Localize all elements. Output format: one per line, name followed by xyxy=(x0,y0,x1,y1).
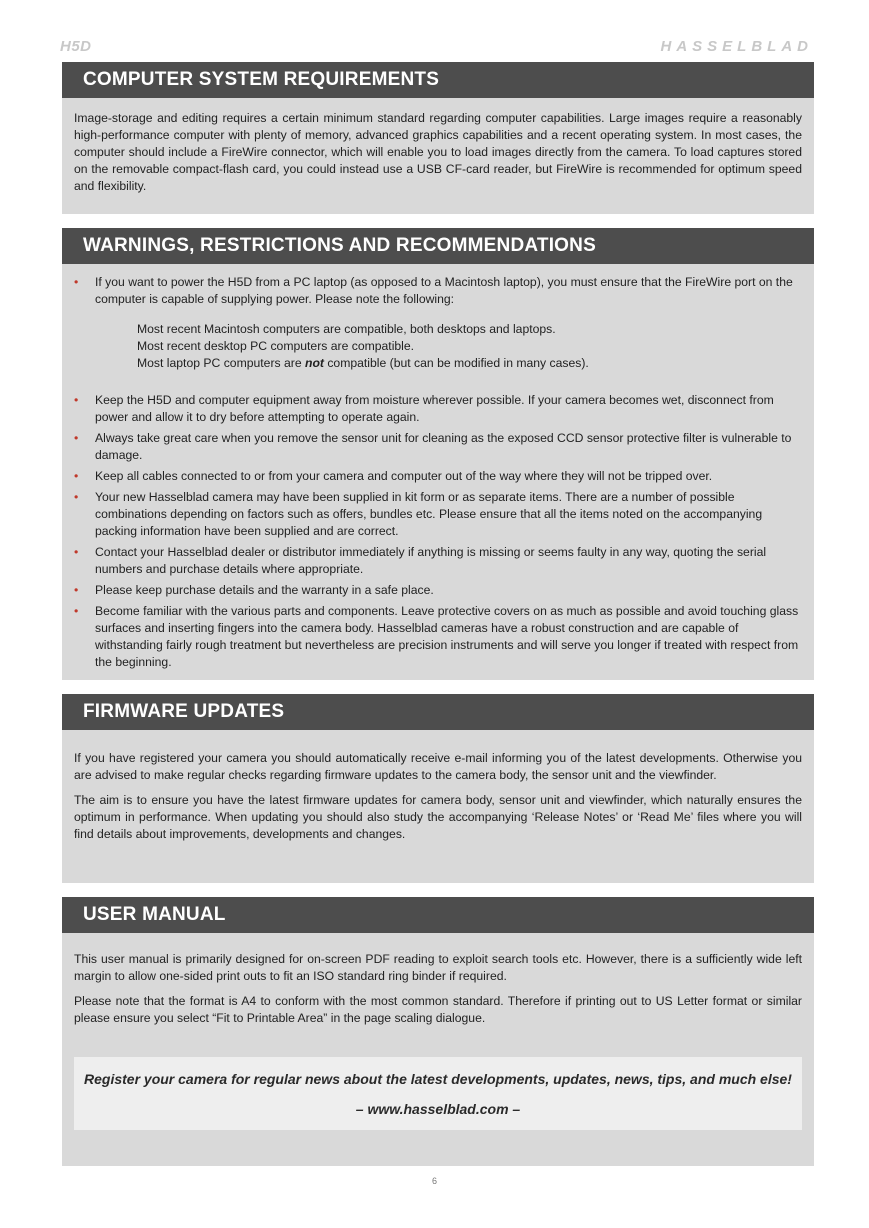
list-item xyxy=(74,274,802,372)
list-item-text: Your new Hasselblad camera may have been supplied in kit form or as separate items. There are a number of possible combinations depending on factors such as offers, bundles etc. Please ensure that all the items noted on the accompanying packing information have been supplied and are correct. xyxy=(95,490,763,538)
list-item xyxy=(74,544,802,578)
user-manual-section xyxy=(62,897,814,1166)
website-link[interactable]: – www.hasselblad.com – xyxy=(355,1101,521,1117)
list-item xyxy=(74,582,802,599)
model-logo: H5D xyxy=(60,38,92,55)
callout-message: Register your camera for regular news about the latest developments, updates, news, tips, and much else! xyxy=(84,1071,792,1087)
list-item-text: Keep all cables connected to or from your camera and computer out of the way where they will not be tripped over. xyxy=(95,469,713,483)
bullet-icon: • xyxy=(74,275,79,289)
bullet-icon: • xyxy=(74,545,79,559)
list-item xyxy=(74,430,802,464)
section-title: USER MANUAL xyxy=(62,897,814,933)
warnings-section xyxy=(62,228,814,680)
list-item xyxy=(74,603,802,671)
bullet-icon: • xyxy=(74,469,79,483)
list-item-text: Become familiar with the various parts and components. Leave protective covers on as much as possible and avoid touching glass surfaces and inserting fingers into the camera body. Hasselblad cameras have a robust construction and are capable of withstanding fairly rough treatment but nevertheless are precision instruments and will serve you longer if treated with respect from the beginning. xyxy=(95,604,799,669)
section-paragraph: Please note that the format is A4 to conform with the most common standard. Therefore if printing out to US Letter format or similar please ensure you select “Fit to Printable Area” in the page scaling dialogue. xyxy=(74,994,802,1025)
section-body xyxy=(62,264,814,671)
sub-note xyxy=(137,355,802,372)
list-item-text: If you want to power the H5D from a PC laptop (as opposed to a Macintosh laptop), you must ensure that the FireWire port on the computer is capable of supplying power. Please note the following: xyxy=(95,275,793,306)
list-item-text: Keep the H5D and computer equipment away from moisture wherever possible. If your camera becomes wet, disconnect from power and allow it to dry before attempting to operate again. xyxy=(95,393,774,424)
bullet-icon: • xyxy=(74,431,79,445)
computer-requirements-section xyxy=(62,62,814,214)
sub-note: Most recent desktop PC computers are compatible. xyxy=(137,339,415,353)
registration-callout xyxy=(74,1057,802,1130)
section-body xyxy=(62,933,814,1130)
emphasis-text: not xyxy=(305,356,324,370)
section-body xyxy=(62,98,814,195)
firmware-updates-section xyxy=(62,694,814,883)
bullet-icon: • xyxy=(74,583,79,597)
sub-note-text: Most laptop PC computers are xyxy=(137,356,305,370)
sub-note: Most recent Macintosh computers are compatible, both desktops and laptops. xyxy=(137,322,556,336)
list-item-text: Please keep purchase details and the warranty in a safe place. xyxy=(95,583,434,597)
section-paragraph: If you have registered your camera you should automatically receive e-mail informing you of the latest developments. Otherwise you are advised to make regular checks regarding firmware updates to the camera body, the sensor unit and the viewfinder. xyxy=(74,751,802,782)
list-item xyxy=(74,392,802,426)
list-item xyxy=(74,489,802,540)
bullet-icon: • xyxy=(74,604,79,618)
list-item xyxy=(74,468,802,485)
section-body xyxy=(62,730,814,843)
list-item-text: Contact your Hasselblad dealer or distributor immediately if anything is missing or seems faulty in any way, quoting the serial numbers and purchase details where appropriate. xyxy=(95,545,767,576)
section-paragraph: This user manual is primarily designed for on-screen PDF reading to exploit search tools etc. However, there is a sufficiently wide left margin to allow one-sided print outs to fit an ISO standard ring binder if required. xyxy=(74,952,802,983)
compatibility-notes xyxy=(137,321,802,372)
section-paragraph: The aim is to ensure you have the latest firmware updates for camera body, sensor unit and viewfinder, which naturally ensures the optimum in performance. When updating you should also study the accompanying ‘Release Notes’ or ‘Read Me’ files where you will find details about improvements, developments and changes. xyxy=(74,793,802,841)
page-number: 6 xyxy=(431,1176,437,1186)
bullet-icon: • xyxy=(74,393,79,407)
section-title: WARNINGS, RESTRICTIONS AND RECOMMENDATIONS xyxy=(62,228,814,264)
sub-note-text: compatible (but can be modified in many cases). xyxy=(323,356,589,370)
section-paragraph: Image-storage and editing requires a certain minimum standard regarding computer capabilities. Large images require a reasonably high-performance computer with plenty of memory, advanced graphics capabilities and a recent operating system. In most cases, the computer should include a FireWire connector, which will enable you to load images directly from the camera. To load captures stored on the removable compact-flash card, you could instead use a USB CF-card reader, but FireWire is recommended for optimum speed and flexibility. xyxy=(74,111,802,193)
bullet-icon: • xyxy=(74,490,79,504)
list-item-text: Always take great care when you remove the sensor unit for cleaning as the exposed CCD sensor protective filter is vulnerable to damage. xyxy=(95,431,792,462)
section-title: COMPUTER SYSTEM REQUIREMENTS xyxy=(62,62,814,98)
brand-logo: HASSELBLAD xyxy=(660,38,813,55)
section-title: FIRMWARE UPDATES xyxy=(62,694,814,730)
warnings-list xyxy=(74,274,802,671)
